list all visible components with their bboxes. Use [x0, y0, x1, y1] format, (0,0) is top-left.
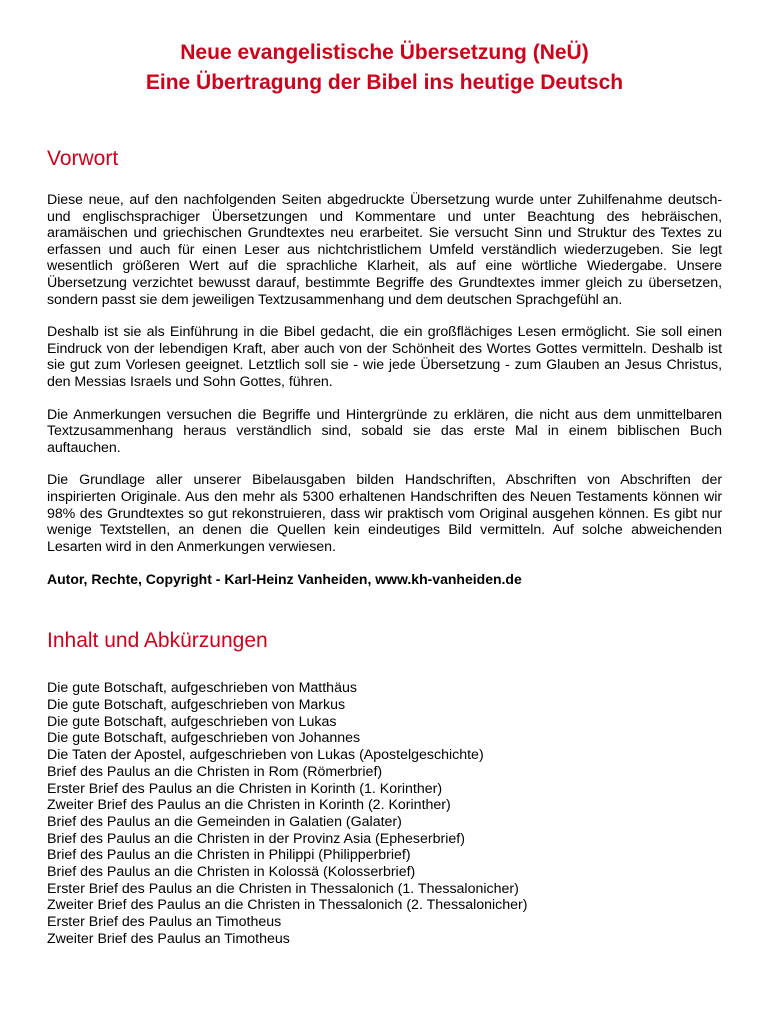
- contents-item: Die Taten der Apostel, aufgeschrieben von Lukas (Apostelgeschichte): [47, 747, 484, 764]
- contents-item: Brief des Paulus an die Christen in der Provinz Asia (Epheserbrief): [47, 830, 465, 847]
- preface-paragraph-3: Die Anmerkungen versuchen die Begriffe und Hintergründe zu erklären, die nicht aus dem unmittelbaren Textzusammenhang heraus verständlich sind, sobald sie das erste Mal in einem biblischen Buch auftauchen.: [47, 406, 722, 456]
- preface-body: [47, 192, 722, 588]
- contents-item: Brief des Paulus an die Christen in Rom (Römerbrief): [47, 763, 383, 780]
- contents-item: Brief des Paulus an die Christen in Philippi (Philipperbrief): [47, 847, 411, 864]
- contents-heading: Inhalt und Abkürzungen: [47, 629, 268, 653]
- contents-item: Erster Brief des Paulus an die Christen in Thessalonich (1. Thessalonicher): [47, 880, 519, 897]
- preface-paragraph-2: Deshalb ist sie als Einführung in die Bibel gedacht, die ein großflächiges Lesen ermöglicht. Sie soll einen Eindruck von der lebendigen Kraft, aber auch von der Schönheit des Wortes Gottes vermitteln. Deshalb ist sie gut zum Vorlesen geeignet. Letztlich soll sie - wie jede Übersetzung - zum Glauben an Jesus Christus, den Messias Israels und Sohn Gottes, führen.: [47, 324, 722, 390]
- contents-list: [47, 680, 722, 947]
- contents-item: Erster Brief des Paulus an die Christen in Korinth (1. Korinther): [47, 780, 443, 797]
- contents-item: Die gute Botschaft, aufgeschrieben von Johannes: [47, 730, 361, 747]
- contents-item: Die gute Botschaft, aufgeschrieben von Lukas: [47, 713, 337, 730]
- copyright-notice: Autor, Rechte, Copyright - Karl-Heinz Vanheiden, www.kh-vanheiden.de: [47, 571, 522, 588]
- preface-paragraph-4: Die Grundlage aller unserer Bibelausgaben bilden Handschriften, Abschriften von Abschriften der inspirierten Originale. Aus den mehr als 5300 erhaltenen Handschriften des Neuen Testaments können wir 98% des Grundtextes so gut rekonstruieren, dass wir praktisch vom Original ausgehen können. Es gibt nur wenige Textstellen, an denen die Quellen kein eindeutiges Bild vermitteln. Auf solche abweichenden Lesarten wird in den Anmerkungen verwiesen.: [47, 472, 722, 555]
- contents-item: Brief des Paulus an die Christen in Kolossä (Kolosserbrief): [47, 864, 416, 881]
- document-title-line-1: Neue evangelistische Übersetzung (NeÜ): [180, 41, 589, 64]
- preface-heading: Vorwort: [47, 147, 119, 170]
- contents-item: Die gute Botschaft, aufgeschrieben von Markus: [47, 696, 346, 713]
- document-title-line-2: Eine Übertragung der Bibel ins heutige Deutsch: [145, 71, 624, 94]
- contents-item: Brief des Paulus an die Gemeinden in Galatien (Galater): [47, 813, 402, 830]
- contents-item: Die gute Botschaft, aufgeschrieben von Matthäus: [47, 680, 357, 697]
- contents-item: Zweiter Brief des Paulus an die Christen in Thessalonich (2. Thessalonicher): [47, 897, 528, 914]
- contents-item: Zweiter Brief des Paulus an die Christen in Korinth (2. Korinther): [47, 797, 451, 814]
- document-title: [47, 0, 722, 98]
- contents-item: Erster Brief des Paulus an Timotheus: [47, 914, 282, 931]
- contents-item: Zweiter Brief des Paulus an Timotheus: [47, 930, 290, 947]
- preface-paragraph-1: Diese neue, auf den nachfolgenden Seiten abgedruckte Übersetzung wurde unter Zuhilfenahme deutsch- und englischsprachiger Übersetzungen und Kommentare und unter Beachtung des hebräischen, aramäischen und griechischen Grundtextes neu erarbeitet. Sie versucht Sinn und Struktur des Textes zu erfassen und auch für einen Leser aus nichtchristlichem Umfeld verständlich wiederzugeben. Sie legt wesentlich größeren Wert auf die sprachliche Klarheit, als auf eine wörtliche Wiedergabe. Unsere Übersetzung verzichtet bewusst darauf, bestimmte Begriffe des Grundtextes immer gleich zu übersetzen, sondern passt sie dem jeweiligen Textzusammenhang und dem deutschen Sprachgefühl an.: [47, 192, 722, 308]
